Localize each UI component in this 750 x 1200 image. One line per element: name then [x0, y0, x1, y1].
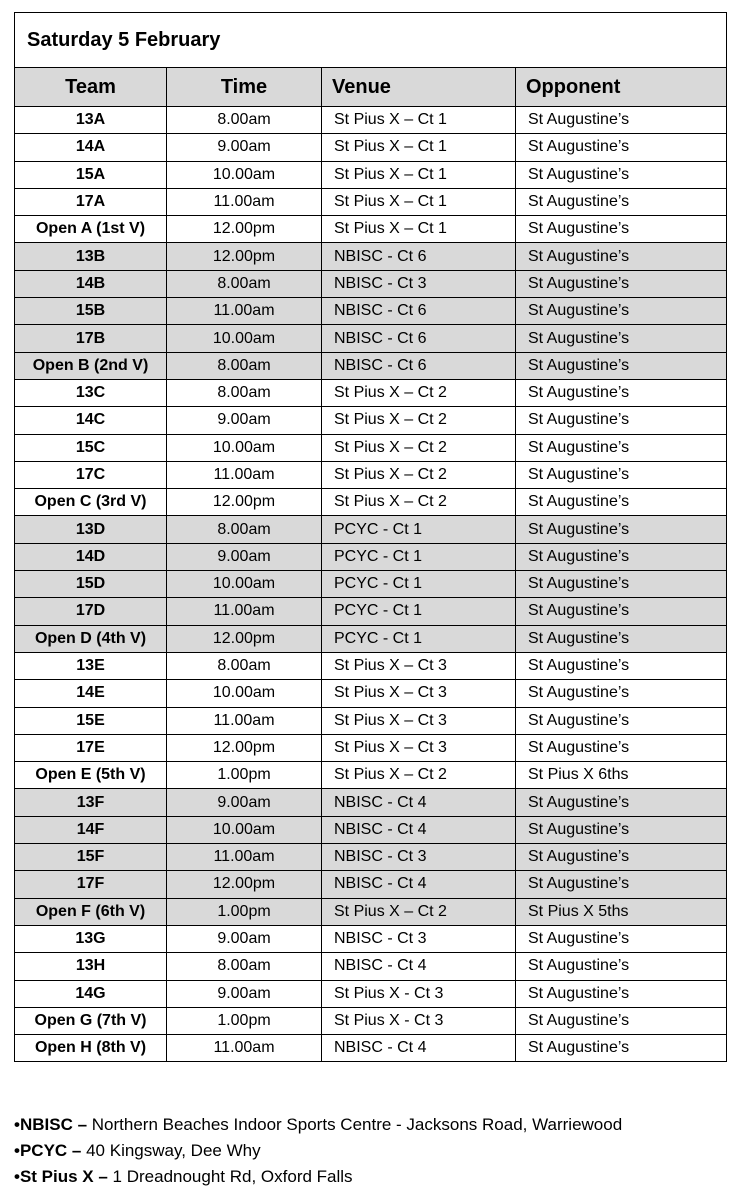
team-cell: Open B (2nd V) — [15, 352, 167, 379]
table-row — [15, 789, 727, 816]
time-cell: 12.00pm — [167, 625, 322, 652]
table-row — [15, 270, 727, 297]
table-row — [15, 898, 727, 925]
table-row — [15, 243, 727, 270]
table-row — [15, 1007, 727, 1034]
venue-note — [14, 1138, 734, 1164]
venue-cell: St Pius X - Ct 3 — [322, 980, 516, 1007]
time-cell: 10.00am — [167, 161, 322, 188]
table-row — [15, 298, 727, 325]
venue-abbrev: NBISC — [19, 1115, 73, 1134]
opponent-cell: St Augustine’s — [516, 1007, 727, 1034]
table-row — [15, 461, 727, 488]
table-row — [15, 734, 727, 761]
time-cell: 10.00am — [167, 680, 322, 707]
venue-cell: PCYC - Ct 1 — [322, 543, 516, 570]
venue-cell: NBISC - Ct 4 — [322, 816, 516, 843]
bullet-icon: • — [14, 1167, 20, 1186]
table-row — [15, 489, 727, 516]
title-row — [15, 13, 727, 68]
opponent-cell: St Augustine’s — [516, 379, 727, 406]
opponent-cell: St Augustine’s — [516, 707, 727, 734]
team-cell: 15F — [15, 844, 167, 871]
team-cell: 14C — [15, 407, 167, 434]
venue-notes — [14, 1112, 734, 1190]
time-cell: 9.00am — [167, 980, 322, 1007]
opponent-cell: St Augustine’s — [516, 571, 727, 598]
venue-address: 40 Kingsway, Dee Why — [86, 1141, 261, 1160]
venue-cell: NBISC - Ct 4 — [322, 789, 516, 816]
team-cell: 13B — [15, 243, 167, 270]
table-row — [15, 598, 727, 625]
header-venue: Venue — [322, 68, 516, 107]
venue-cell: PCYC - Ct 1 — [322, 598, 516, 625]
team-cell: Open H (8th V) — [15, 1035, 167, 1062]
venue-note-name — [14, 1115, 92, 1134]
opponent-cell: St Augustine’s — [516, 407, 727, 434]
time-cell: 8.00am — [167, 107, 322, 134]
team-cell: 17B — [15, 325, 167, 352]
team-cell: 13H — [15, 953, 167, 980]
venue-cell: St Pius X – Ct 1 — [322, 107, 516, 134]
time-cell: 12.00pm — [167, 734, 322, 761]
team-cell: 13D — [15, 516, 167, 543]
team-cell: 17E — [15, 734, 167, 761]
team-cell: Open E (5th V) — [15, 762, 167, 789]
table-row — [15, 379, 727, 406]
header-opponent: Opponent — [516, 68, 727, 107]
fixture-table — [14, 12, 727, 1062]
venue-cell: PCYC - Ct 1 — [322, 571, 516, 598]
venue-cell: St Pius X – Ct 1 — [322, 188, 516, 215]
venue-cell: NBISC - Ct 6 — [322, 325, 516, 352]
fixture-rows — [15, 107, 727, 1062]
team-cell: 13G — [15, 925, 167, 952]
time-cell: 10.00am — [167, 325, 322, 352]
venue-cell: St Pius X – Ct 2 — [322, 434, 516, 461]
table-row — [15, 816, 727, 843]
opponent-cell: St Augustine’s — [516, 325, 727, 352]
table-row — [15, 953, 727, 980]
team-cell: 15E — [15, 707, 167, 734]
time-cell: 8.00am — [167, 352, 322, 379]
time-cell: 9.00am — [167, 789, 322, 816]
table-row — [15, 516, 727, 543]
venue-note-name — [14, 1167, 113, 1186]
team-cell: 17F — [15, 871, 167, 898]
time-cell: 8.00am — [167, 270, 322, 297]
time-cell: 11.00am — [167, 298, 322, 325]
opponent-cell: St Augustine’s — [516, 598, 727, 625]
venue-cell: St Pius X – Ct 3 — [322, 734, 516, 761]
opponent-cell: St Augustine’s — [516, 1035, 727, 1062]
team-cell: 17D — [15, 598, 167, 625]
table-row — [15, 871, 727, 898]
opponent-cell: St Augustine’s — [516, 980, 727, 1007]
team-cell: 14D — [15, 543, 167, 570]
venue-cell: NBISC - Ct 6 — [322, 298, 516, 325]
table-row — [15, 844, 727, 871]
venue-cell: PCYC - Ct 1 — [322, 625, 516, 652]
opponent-cell: St Augustine’s — [516, 298, 727, 325]
venue-address: 1 Dreadnought Rd, Oxford Falls — [112, 1167, 353, 1186]
team-cell: 14B — [15, 270, 167, 297]
bullet-icon: • — [14, 1141, 20, 1160]
venue-cell: St Pius X – Ct 2 — [322, 461, 516, 488]
team-cell: 13C — [15, 379, 167, 406]
venue-abbrev: St Pius X — [19, 1167, 94, 1186]
venue-address: Northern Beaches Indoor Sports Centre - Jacksons Road, Warriewood — [91, 1115, 623, 1134]
venue-cell: NBISC - Ct 4 — [322, 871, 516, 898]
opponent-cell: St Augustine’s — [516, 789, 727, 816]
table-row — [15, 980, 727, 1007]
opponent-cell: St Augustine’s — [516, 871, 727, 898]
venue-cell: St Pius X – Ct 2 — [322, 379, 516, 406]
venue-cell: NBISC - Ct 4 — [322, 953, 516, 980]
table-row — [15, 216, 727, 243]
venue-cell: St Pius X – Ct 3 — [322, 652, 516, 679]
time-cell: 9.00am — [167, 925, 322, 952]
opponent-cell: St Augustine’s — [516, 107, 727, 134]
opponent-cell: St Augustine’s — [516, 161, 727, 188]
opponent-cell: St Augustine’s — [516, 243, 727, 270]
note-separator: – — [67, 1141, 87, 1160]
opponent-cell: St Augustine’s — [516, 543, 727, 570]
venue-note — [14, 1164, 734, 1190]
team-cell: Open C (3rd V) — [15, 489, 167, 516]
time-cell: 10.00am — [167, 816, 322, 843]
opponent-cell: St Augustine’s — [516, 680, 727, 707]
venue-cell: NBISC - Ct 3 — [322, 270, 516, 297]
time-cell: 11.00am — [167, 188, 322, 215]
venue-abbrev: PCYC — [19, 1141, 68, 1160]
time-cell: 8.00am — [167, 652, 322, 679]
venue-cell: St Pius X - Ct 3 — [322, 1007, 516, 1034]
venue-note-name — [14, 1141, 86, 1160]
team-cell: 14F — [15, 816, 167, 843]
team-cell: 15D — [15, 571, 167, 598]
time-cell: 11.00am — [167, 1035, 322, 1062]
time-cell: 1.00pm — [167, 762, 322, 789]
time-cell: 9.00am — [167, 134, 322, 161]
table-row — [15, 188, 727, 215]
opponent-cell: St Pius X 5ths — [516, 898, 727, 925]
opponent-cell: St Augustine’s — [516, 352, 727, 379]
team-cell: Open D (4th V) — [15, 625, 167, 652]
table-row — [15, 161, 727, 188]
table-row — [15, 625, 727, 652]
opponent-cell: St Augustine’s — [516, 844, 727, 871]
time-cell: 11.00am — [167, 844, 322, 871]
time-cell: 10.00am — [167, 434, 322, 461]
table-row — [15, 571, 727, 598]
team-cell: 14G — [15, 980, 167, 1007]
venue-cell: St Pius X – Ct 1 — [322, 134, 516, 161]
team-cell: 13A — [15, 107, 167, 134]
table-row — [15, 352, 727, 379]
table-row — [15, 107, 727, 134]
time-cell: 12.00pm — [167, 871, 322, 898]
venue-cell: St Pius X – Ct 2 — [322, 762, 516, 789]
table-row — [15, 707, 727, 734]
time-cell: 1.00pm — [167, 1007, 322, 1034]
opponent-cell: St Augustine’s — [516, 652, 727, 679]
opponent-cell: St Augustine’s — [516, 734, 727, 761]
table-row — [15, 407, 727, 434]
note-separator: – — [93, 1167, 113, 1186]
opponent-cell: St Augustine’s — [516, 134, 727, 161]
time-cell: 12.00pm — [167, 216, 322, 243]
team-cell: Open F (6th V) — [15, 898, 167, 925]
venue-cell: St Pius X – Ct 2 — [322, 898, 516, 925]
time-cell: 10.00am — [167, 571, 322, 598]
team-cell: 14A — [15, 134, 167, 161]
opponent-cell: St Augustine’s — [516, 434, 727, 461]
opponent-cell: St Augustine’s — [516, 216, 727, 243]
venue-cell: PCYC - Ct 1 — [322, 516, 516, 543]
table-row — [15, 134, 727, 161]
opponent-cell: St Augustine’s — [516, 461, 727, 488]
table-row — [15, 543, 727, 570]
opponent-cell: St Augustine’s — [516, 489, 727, 516]
note-separator: – — [72, 1115, 92, 1134]
team-cell: 13F — [15, 789, 167, 816]
time-cell: 12.00pm — [167, 243, 322, 270]
opponent-cell: St Augustine’s — [516, 816, 727, 843]
time-cell: 11.00am — [167, 461, 322, 488]
venue-note — [14, 1112, 734, 1138]
table-row — [15, 652, 727, 679]
table-title: Saturday 5 February — [15, 13, 727, 68]
table-row — [15, 434, 727, 461]
opponent-cell: St Augustine’s — [516, 925, 727, 952]
fixture-sheet — [14, 12, 726, 1062]
table-row — [15, 1035, 727, 1062]
team-cell: 14E — [15, 680, 167, 707]
time-cell: 11.00am — [167, 707, 322, 734]
opponent-cell: St Augustine’s — [516, 188, 727, 215]
time-cell: 8.00am — [167, 953, 322, 980]
team-cell: 17A — [15, 188, 167, 215]
venue-cell: St Pius X – Ct 1 — [322, 161, 516, 188]
venue-cell: NBISC - Ct 3 — [322, 844, 516, 871]
venue-cell: NBISC - Ct 3 — [322, 925, 516, 952]
header-team: Team — [15, 68, 167, 107]
venue-cell: NBISC - Ct 6 — [322, 243, 516, 270]
time-cell: 12.00pm — [167, 489, 322, 516]
opponent-cell: St Pius X 6ths — [516, 762, 727, 789]
header-time: Time — [167, 68, 322, 107]
table-row — [15, 680, 727, 707]
header-row — [15, 68, 727, 107]
table-row — [15, 325, 727, 352]
time-cell: 11.00am — [167, 598, 322, 625]
team-cell: 13E — [15, 652, 167, 679]
time-cell: 8.00am — [167, 379, 322, 406]
bullet-icon: • — [14, 1115, 20, 1134]
team-cell: 17C — [15, 461, 167, 488]
team-cell: 15A — [15, 161, 167, 188]
venue-cell: St Pius X – Ct 2 — [322, 407, 516, 434]
team-cell: 15B — [15, 298, 167, 325]
venue-cell: NBISC - Ct 4 — [322, 1035, 516, 1062]
venue-cell: St Pius X – Ct 1 — [322, 216, 516, 243]
table-row — [15, 925, 727, 952]
team-cell: 15C — [15, 434, 167, 461]
time-cell: 9.00am — [167, 543, 322, 570]
table-row — [15, 762, 727, 789]
opponent-cell: St Augustine’s — [516, 516, 727, 543]
opponent-cell: St Augustine’s — [516, 625, 727, 652]
venue-cell: St Pius X – Ct 3 — [322, 680, 516, 707]
venue-cell: St Pius X – Ct 3 — [322, 707, 516, 734]
time-cell: 9.00am — [167, 407, 322, 434]
team-cell: Open G (7th V) — [15, 1007, 167, 1034]
venue-cell: St Pius X – Ct 2 — [322, 489, 516, 516]
opponent-cell: St Augustine’s — [516, 270, 727, 297]
team-cell: Open A (1st V) — [15, 216, 167, 243]
opponent-cell: St Augustine’s — [516, 953, 727, 980]
venue-cell: NBISC - Ct 6 — [322, 352, 516, 379]
time-cell: 8.00am — [167, 516, 322, 543]
time-cell: 1.00pm — [167, 898, 322, 925]
